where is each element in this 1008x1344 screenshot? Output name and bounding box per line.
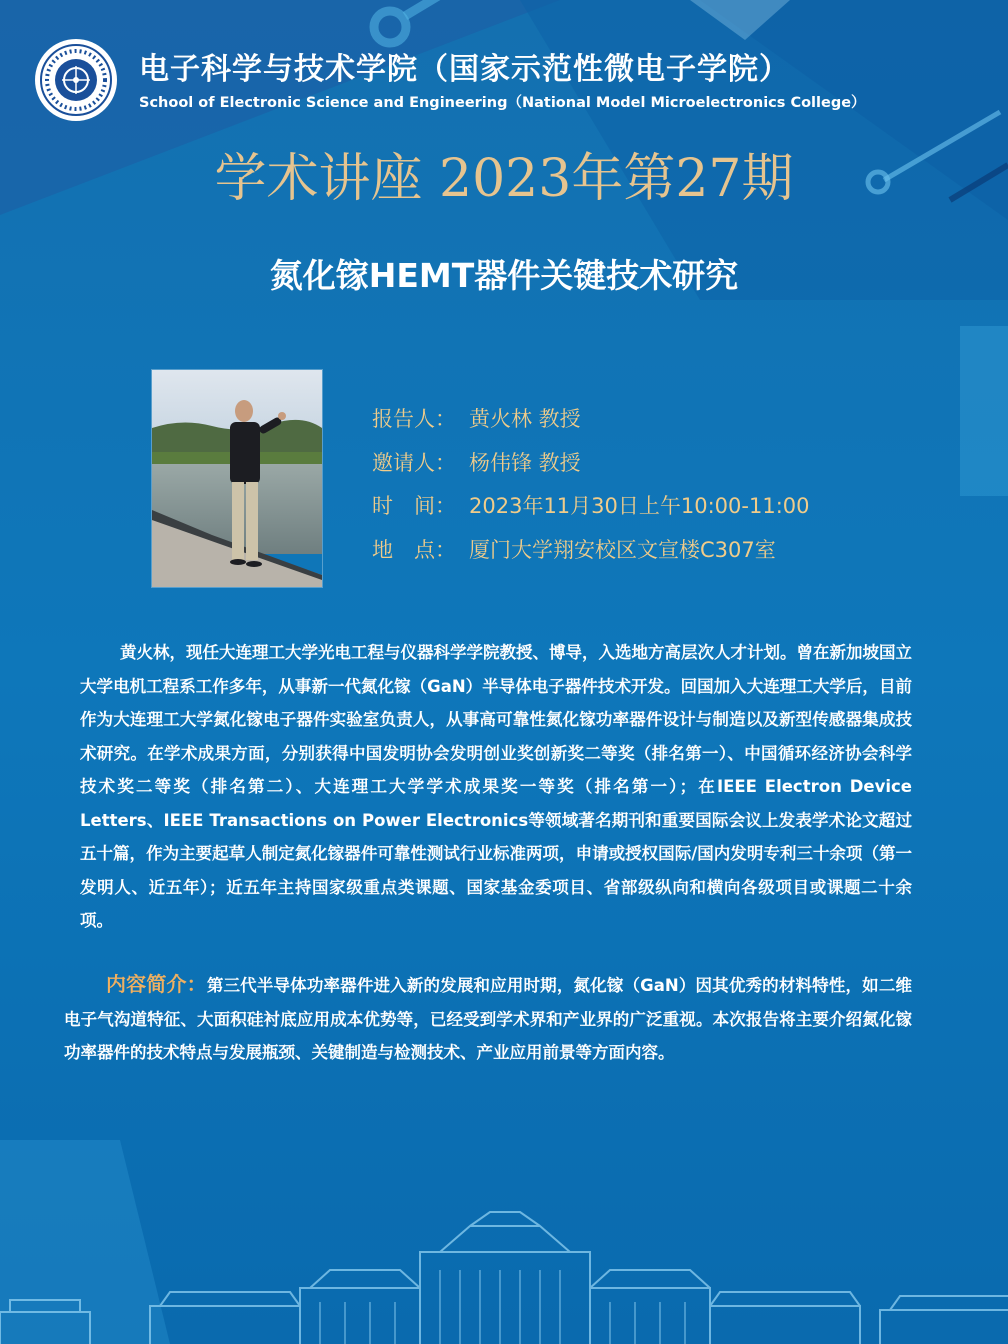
school-name-cn: 电子科学与技术学院（国家示范性微电子学院）: [139, 52, 790, 87]
lecture-number-title: 学术讲座 2023年第27期: [214, 149, 794, 209]
info-host-value: 杨伟锋 教授: [469, 451, 581, 475]
info-time: [372, 490, 810, 520]
info-venue-value: 厦门大学翔安校区文宣楼C307室: [469, 538, 776, 562]
info-host: [372, 447, 581, 477]
info-time-label: 时 间：: [372, 494, 456, 518]
info-venue-label: 地 点：: [372, 538, 456, 562]
info-speaker-label: 报告人：: [372, 407, 456, 431]
speaker-biography: 黄火林，现任大连理工大学光电工程与仪器科学学院教授、博导，入选地方高层次人才计划。曾在新加坡国立大学电机工程系工作多年，从事新一代氮化镓（GaN）半导体电子器件技术开发。回国加入大连理工大学后，目前作为大连理工大学氮化镓电子器件实验室负责人，从事高可靠性氮化镓功率器件设计与制造以及新型传感器集成技术研究。在学术成果方面，分别获得中国发明协会发明创业奖创新奖二等奖（排名第一）、中国循环经济协会科学技术奖二等奖（排名第二）、大连理工大学学术成果奖一等奖（排名第一）；在IEEE Electron Device Letters、IEEE Transactions on Power Electronics等领域著名期刊和重要国际会议上发表学术论文超过五十篇，作为主要起草人制定氮化镓器件可靠性测试行业标准两项，申请或授权国际/国内发明专利三十余项（第一发明人、近五年）；近五年主持国家级重点类课题、国家基金委项目、省部级纵向和横向各级项目或课题二十余项。: [80, 643, 912, 930]
speaker-photo: [151, 369, 323, 588]
campus-skyline-illustration: [0, 1210, 1008, 1344]
info-speaker-value: 黄火林 教授: [469, 407, 581, 431]
university-seal-icon: [34, 38, 118, 122]
abstract-text: 第三代半导体功率器件进入新的发展和应用时期，氮化镓（GaN）因其优秀的材料特性，如二维电子气沟道特征、大面积硅衬底应用成本优势等，已经受到学术界和产业界的广泛重视。本次报告将主要介绍氮化镓功率器件的技术特点与发展瓶颈、关键制造与检测技术、产业应用前景等方面内容。: [64, 976, 912, 1062]
info-host-label: 邀请人：: [372, 451, 456, 475]
abstract-label: 内容简介：: [106, 972, 207, 996]
school-name-en: School of Electronic Science and Engineering（National Model Microelectronics College）: [139, 95, 866, 111]
talk-abstract: [64, 968, 912, 1070]
info-venue: [372, 534, 776, 564]
talk-title: 氮化镓HEMT器件关键技术研究: [269, 256, 739, 295]
info-speaker: [372, 403, 581, 433]
info-time-value: 2023年11月30日上午10:00-11:00: [469, 494, 810, 518]
